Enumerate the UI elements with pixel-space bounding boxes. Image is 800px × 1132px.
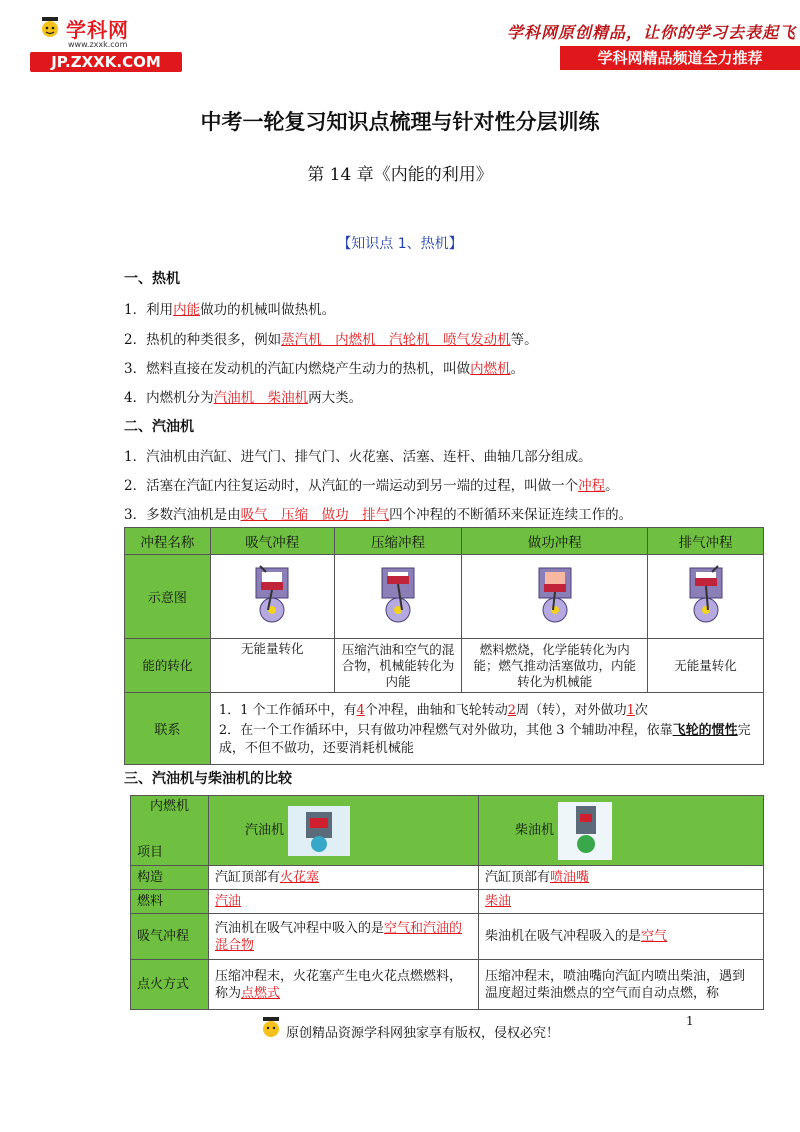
gasoline-engine-header: 汽油机: [209, 796, 479, 866]
compression-stroke-diagram: [334, 555, 462, 639]
page-header: [0, 0, 800, 80]
text-line: 2．热机的种类很多，例如蒸汽机 内燃机 汽轮机 喷气发动机等。: [124, 332, 538, 348]
link-cell: [210, 693, 763, 765]
stroke-table: [124, 527, 764, 765]
logo-domain: JP.ZXXK.COM: [30, 52, 182, 72]
text-line: 2．活塞在汽缸内往复运动时，从汽缸的一端运动到另一端的过程，叫做一个冲程。: [124, 478, 619, 494]
table-header: 冲程名称: [125, 528, 211, 555]
header-slogan: 学科网原创精品，让你的学习去表起飞: [506, 23, 796, 42]
row-label: 示意图: [125, 555, 211, 639]
table-cell: 压缩冲程末，火花塞产生电火花点燃燃料，称为点燃式: [209, 960, 479, 1010]
row-label: 点火方式: [131, 960, 209, 1010]
engine-comparison-table: [130, 795, 764, 1010]
logo-name: 学科网: [66, 18, 129, 42]
answer-text: 蒸汽机 内燃机 汽轮机 喷气发动机: [281, 332, 511, 348]
zxxk-logo[interactable]: [30, 14, 190, 72]
text-line: 1．利用内能做功的机械叫做热机。: [124, 302, 336, 318]
row-label: 能的转化: [125, 639, 211, 693]
power-stroke-diagram: [462, 555, 648, 639]
link-line-2: 2．在一个工作循环中，只有做功冲程燃气对外做功，其他 3 个辅助冲程，依靠飞轮的惯性完成，不但不做功，还要消耗机械能: [218, 722, 751, 756]
exhaust-stroke-diagram: [648, 555, 764, 639]
row-label: 燃料: [131, 890, 209, 914]
table-cell: 压缩汽油和空气的混合物，机械能转化为内能: [334, 639, 462, 693]
section-heading: 三、汽油机与柴油机的比较: [124, 771, 292, 787]
answer-text: 内能: [173, 302, 201, 318]
table-cell: 汽油机在吸气冲程中吸入的是空气和汽油的混合物: [209, 914, 479, 960]
engine-diagram-icon: [246, 564, 298, 626]
diesel-engine-icon: [558, 802, 612, 860]
engine-diagram-icon: [372, 564, 424, 626]
table-cell: 压缩冲程末，喷油嘴向汽缸内喷出柴油，遇到温度超过柴油燃点的空气而自动点燃，称: [479, 960, 764, 1010]
row-label: 吸气冲程: [131, 914, 209, 960]
table-corner: 内燃机 项目: [131, 796, 209, 866]
table-cell: 无能量转化: [210, 639, 334, 693]
table-cell: 柴油机在吸气冲程吸入的是空气: [479, 914, 764, 960]
knowledge-point-heading: 【知识点 1、热机】: [337, 236, 463, 252]
answer-text: 吸气 压缩 做功 排气: [240, 507, 390, 523]
table-cell: 无能量转化: [648, 639, 764, 693]
answer-text: 内燃机: [470, 361, 511, 377]
table-header: 压缩冲程: [334, 528, 462, 555]
table-header: 吸气冲程: [210, 528, 334, 555]
text-line: 1．汽油机由汽缸、进气门、排气门、火花塞、活塞、连杆、曲轴几部分组成。: [124, 449, 592, 465]
row-label: 构造: [131, 866, 209, 890]
copyright-notice: 原创精品资源学科网独家享有版权，侵权必究！: [286, 1026, 560, 1041]
text-line: 3．多数汽油机是由吸气 压缩 做功 排气四个冲程的不断循环来保证连续工作的。: [124, 507, 633, 523]
engine-diagram-icon: [529, 564, 581, 626]
text-line: 4．内燃机分为汽油机 柴油机两大类。: [124, 390, 363, 406]
document-title: 中考一轮复习知识点梳理与针对性分层训练: [200, 110, 600, 134]
table-header: 做功冲程: [462, 528, 648, 555]
table-cell: 燃料燃烧，化学能转化为内能；燃气推动活塞做功，内能转化为机械能: [462, 639, 648, 693]
mascot-icon: [260, 1016, 282, 1040]
logo-url: www.zxxk.com: [68, 40, 128, 49]
table-cell: 柴油: [479, 890, 764, 914]
answer-text: 汽油机 柴油机: [213, 390, 309, 406]
intake-stroke-diagram: [210, 555, 334, 639]
table-cell: 汽缸顶部有火花塞: [209, 866, 479, 890]
row-label: 联系: [125, 693, 211, 765]
page-number: 1: [686, 1014, 694, 1028]
text-line: 3．燃料直接在发动机的汽缸内燃烧产生动力的热机，叫做内燃机。: [124, 361, 525, 377]
table-cell: 汽油: [209, 890, 479, 914]
chapter-title: 第 14 章《内能的利用》: [307, 165, 493, 185]
section-heading: 二、汽油机: [124, 419, 194, 435]
gasoline-engine-icon: [288, 806, 350, 856]
mascot-icon: [38, 16, 62, 42]
answer-text: 冲程: [578, 478, 606, 494]
engine-diagram-icon: [680, 564, 732, 626]
table-header: 排气冲程: [648, 528, 764, 555]
header-tagline: 学科网精品频道全力推荐: [560, 46, 800, 70]
table-cell: 汽缸顶部有喷油嘴: [479, 866, 764, 890]
link-line-1: 1．1 个工作循环中，有4个冲程，曲轴和飞轮转动2周（转），对外做功1次: [218, 702, 648, 718]
section-heading: 一、热机: [124, 271, 180, 287]
diesel-engine-header: 柴油机: [479, 796, 764, 866]
